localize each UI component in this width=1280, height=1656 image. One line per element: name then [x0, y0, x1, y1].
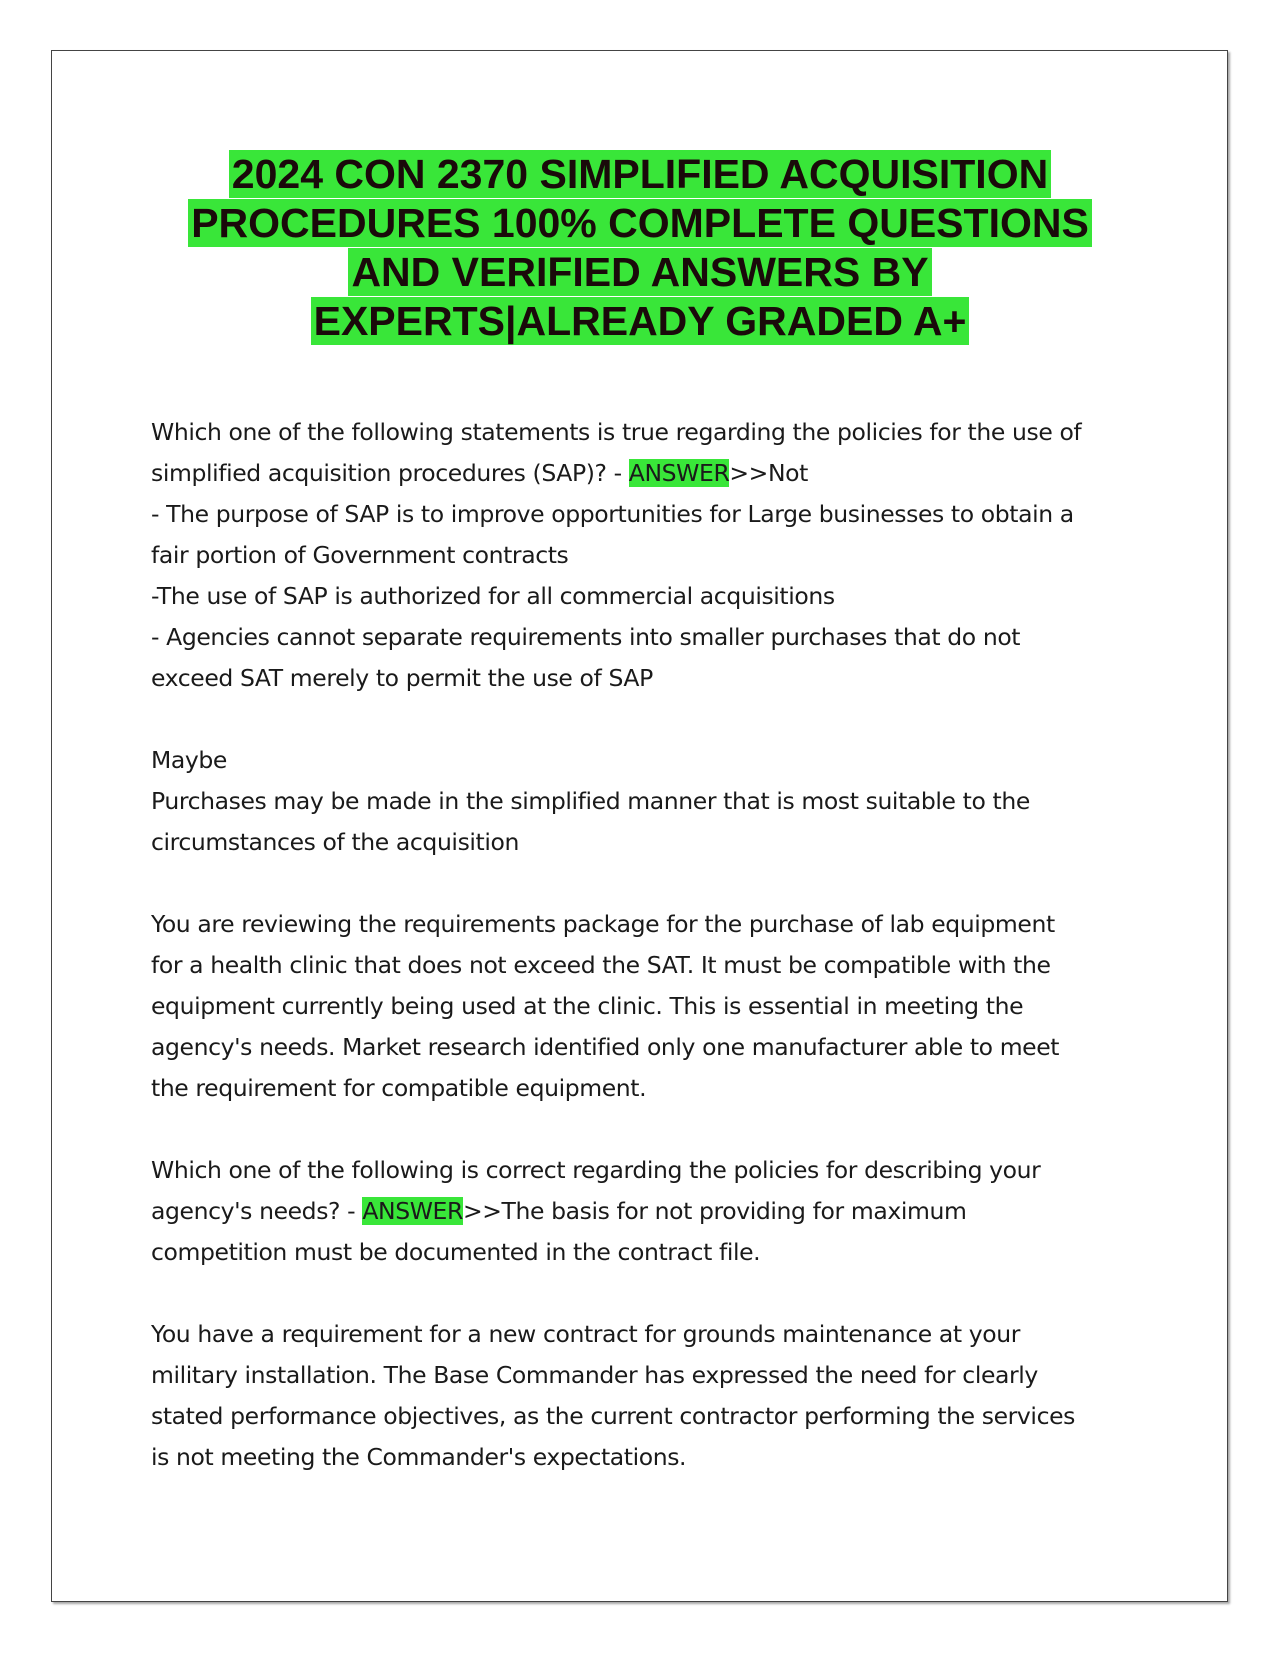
- text-line: fair portion of Government contracts: [151, 541, 569, 569]
- text-line: equipment currently being used at the clinic. This is essential in meeting the: [151, 992, 1024, 1020]
- text-segment: agency's needs? -: [151, 1197, 363, 1225]
- text-line: [151, 453, 1141, 494]
- text-line: Maybe: [151, 746, 227, 774]
- title-line-text: EXPERTS|ALREADY GRADED A+: [311, 297, 970, 345]
- document-title: [99, 150, 1181, 346]
- text-line: circumstances of the acquisition: [151, 828, 519, 856]
- title-line-text: AND VERIFIED ANSWERS BY: [348, 248, 931, 296]
- answer-tag: ANSWER: [628, 459, 730, 487]
- text-line: is not meeting the Commander's expectations.: [151, 1443, 687, 1471]
- answer-text: >>The basis for not providing for maximum: [462, 1197, 967, 1225]
- text-line: [151, 1191, 1141, 1232]
- text-line: exceed SAT merely to permit the use of SAP: [151, 664, 653, 692]
- question-paragraph-4: [151, 1150, 1141, 1273]
- title-line-text: PROCEDURES 100% COMPLETE QUESTIONS: [188, 199, 1092, 247]
- text-line: stated performance objectives, as the current contractor performing the services: [151, 1402, 1075, 1430]
- document-body: [151, 412, 1141, 1478]
- text-line: -The use of SAP is authorized for all commercial acquisitions: [151, 582, 835, 610]
- answer-text: >>Not: [729, 459, 808, 487]
- text-line: - The purpose of SAP is to improve opportunities for Large businesses to obtain a: [151, 500, 1074, 528]
- text-line: Purchases may be made in the simplified manner that is most suitable to the: [151, 787, 1030, 815]
- title-line: [99, 150, 1181, 199]
- scenario-paragraph-3: [151, 904, 1141, 1109]
- text-line: the requirement for compatible equipment.: [151, 1074, 647, 1102]
- question-paragraph-1: [151, 412, 1141, 699]
- title-line-text: 2024 CON 2370 SIMPLIFIED ACQUISITION: [229, 150, 1051, 198]
- text-line: You have a requirement for a new contract for grounds maintenance at your: [151, 1320, 1021, 1348]
- title-line: [99, 248, 1181, 297]
- text-line: military installation. The Base Commander has expressed the need for clearly: [151, 1361, 1038, 1389]
- text-line: agency's needs. Market research identified only one manufacturer able to meet: [151, 1033, 1060, 1061]
- text-line: competition must be documented in the contract file.: [151, 1238, 761, 1266]
- text-line: You are reviewing the requirements package for the purchase of lab equipment: [151, 910, 1055, 938]
- text-line: for a health clinic that does not exceed the SAT. It must be compatible with the: [151, 951, 1051, 979]
- title-line: [99, 297, 1181, 346]
- title-line: [99, 199, 1181, 248]
- answer-tag: ANSWER: [362, 1197, 463, 1225]
- text-segment: simplified acquisition procedures (SAP)? -: [151, 459, 629, 487]
- text-line: - Agencies cannot separate requirements into smaller purchases that do not: [151, 623, 1021, 651]
- answer-paragraph-2: [151, 740, 1141, 863]
- text-line: Which one of the following statements is true regarding the policies for the use of: [151, 418, 1082, 446]
- scenario-paragraph-5: [151, 1314, 1141, 1478]
- text-line: Which one of the following is correct regarding the policies for describing your: [151, 1156, 1041, 1184]
